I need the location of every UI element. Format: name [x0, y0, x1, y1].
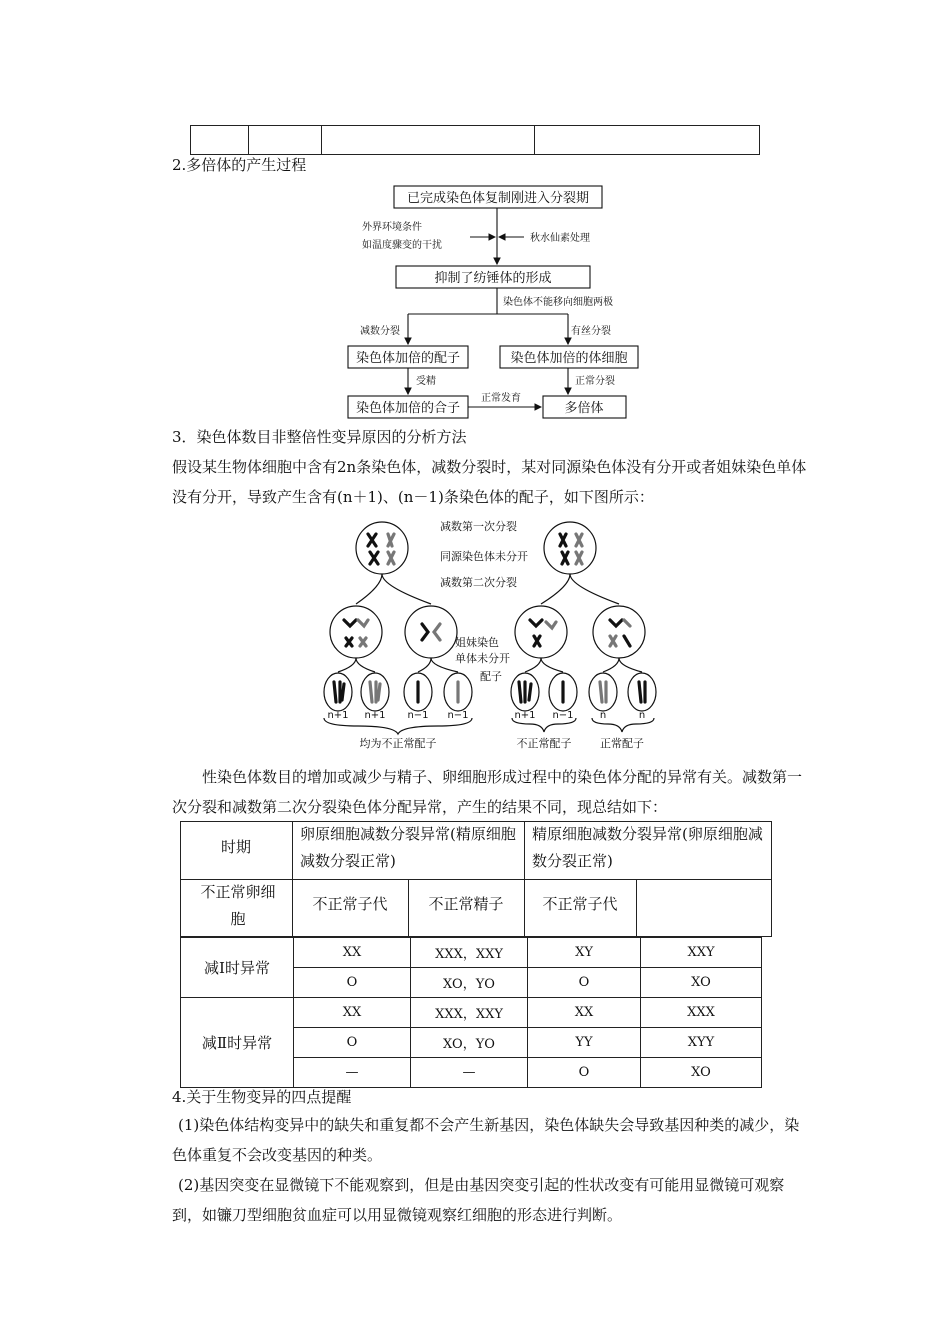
label-sister-1: 姐妹染色 [455, 636, 499, 649]
table-cell: O [528, 1058, 641, 1088]
table-cell: XXX，XXY [411, 998, 528, 1028]
sex-chromosome-paragraph: 性染色体数目的增加或减少与精子、卵细胞形成过程中的染色体分配的异常有关。减数第一次分裂和减数第二次分裂染色体分配异常，产生的结果不同，现总结如下： [172, 768, 803, 816]
gamete [628, 673, 656, 711]
table-cell: XX [294, 938, 411, 968]
meiosis-nondisjunction-diagram [318, 512, 668, 752]
parent-cell-right [544, 522, 596, 574]
section-4-title: 4.关于生物变异的四点提醒 [172, 1088, 352, 1106]
table-cell: XYY [641, 1028, 762, 1058]
table-cell: XY [528, 938, 641, 968]
table-cell: YY [528, 1028, 641, 1058]
table-cell: XXX，XXY [411, 938, 528, 968]
flow-normal-div-label: 正常分裂 [575, 376, 615, 387]
split-lines [603, 658, 642, 672]
group-label-2: 不正常配子 [516, 737, 572, 750]
gamete-count: n−1 [447, 710, 469, 721]
table-cell: O [294, 968, 411, 998]
table-cell: XO [641, 1058, 762, 1088]
reminder-paragraph-2: (2)基因突变在显微镜下不能观察到，但是由基因突变引起的性状改变有可能用显微镜可观察到，如镰刀型细胞贫血症可以用显微镜观察红细胞的形态进行判断。 [172, 1176, 785, 1224]
section-2-title: 2.多倍体的产生过程 [172, 156, 307, 174]
gamete-count: n [638, 710, 646, 721]
flow-fert-label: 受精 [416, 376, 436, 387]
split-lines [525, 658, 563, 672]
flow-left-cond-2: 如温度骤变的干扰 [362, 240, 442, 251]
flow-left-box-label: 染色体加倍的配子 [355, 351, 461, 366]
section-3-paragraph: 假设某生物体细胞中含有2n条染色体，减数分裂时，某对同源染色体没有分开或者姐妹染色单体没有分开，导致产生含有(n＋1)、(n－1)条染色体的配子，如下图所示： [172, 458, 807, 506]
summary-table [180, 821, 772, 1087]
header-oocyte-abnormal: 卵原细胞减数分裂异常(精原细胞减数分裂正常) [300, 825, 516, 870]
flow-right-branch-label: 有丝分裂 [571, 326, 611, 337]
table-cell: XX [528, 998, 641, 1028]
secondary-cell [515, 606, 567, 658]
table-cell: XXX [641, 998, 762, 1028]
flow-top-label: 已完成染色体复制刚进入分裂期 [406, 191, 590, 206]
table-cell: XO [641, 968, 762, 998]
flow-bottom-right-label: 多倍体 [564, 401, 604, 416]
reminder-paragraph-1: (1)染色体结构变异中的缺失和重复都不会产生新基因，染色体缺失会导致基因种类的减少，染色体重复不会改变基因的种类。 [172, 1116, 800, 1164]
gamete-count: n+1 [327, 710, 349, 721]
header-sperm-abnormal: 精原细胞减数分裂异常(卵原细胞减数分裂正常) [532, 825, 763, 870]
data-rows [180, 937, 762, 1088]
row-label-meiosis-1: 减Ⅰ时异常 [181, 938, 294, 998]
split-lines [418, 658, 458, 672]
table-cell: XO，YO [411, 1028, 528, 1058]
row-label-meiosis-2: 减Ⅱ时异常 [181, 998, 294, 1088]
gamete-count: n−1 [552, 710, 574, 721]
flow-left-branch-label: 减数分裂 [360, 326, 400, 337]
table-cell: O [528, 968, 641, 998]
label-sister-2: 单体未分开 [455, 652, 510, 665]
header-period: 时期 [220, 838, 251, 856]
table-cell: XX [294, 998, 411, 1028]
gamete [324, 673, 352, 711]
table-cell: XO，YO [411, 968, 528, 998]
table-cell: XXY [641, 938, 762, 968]
flow-right-cond: 秋水仙素处理 [530, 233, 590, 244]
group-label-3: 正常配子 [600, 737, 644, 750]
label-gamete: 配子 [480, 670, 502, 683]
section-3-title: 3．染色体数目非整倍性变异原因的分析方法 [172, 428, 467, 446]
flow-dev-label: 正常发育 [481, 393, 521, 404]
split-lines [356, 574, 431, 604]
table-fragment-cell [322, 126, 535, 155]
secondary-cell [593, 606, 645, 658]
flow-bottom-left-label: 染色体加倍的合子 [355, 401, 461, 416]
label-homologs-not-separated: 同源染色体未分开 [440, 550, 528, 563]
table-cell: — [411, 1058, 528, 1088]
secondary-cell [330, 606, 382, 658]
table-cell: O [294, 1028, 411, 1058]
gamete [589, 673, 617, 711]
flow-middle-note: 染色体不能移向细胞两极 [503, 297, 613, 308]
flow-left-cond-1: 外界环境条件 [362, 222, 422, 233]
secondary-cell [405, 606, 457, 658]
flow-middle-label: 抑制了纺锤体的形成 [434, 271, 552, 286]
header-abnormal-offspring-1: 不正常子代 [312, 895, 388, 913]
parent-cell-left [356, 522, 408, 574]
label-meiosis-1: 减数第一次分裂 [440, 520, 517, 533]
header-abnormal-sperm: 不正常精子 [428, 895, 504, 913]
table-fragment-cell [535, 126, 760, 155]
polyploid-flowchart [340, 182, 640, 422]
group-label-1: 均为不正常配子 [359, 737, 437, 750]
gamete-count: n [599, 710, 607, 721]
flow-right-box-label: 染色体加倍的体细胞 [510, 351, 628, 366]
label-meiosis-2: 减数第二次分裂 [440, 576, 517, 589]
header-abnormal-egg: 不正常卵细胞 [200, 883, 276, 928]
gamete-count: n+1 [364, 710, 386, 721]
header-abnormal-offspring-2: 不正常子代 [542, 895, 618, 913]
split-lines [338, 658, 375, 672]
table-cell: — [294, 1058, 411, 1088]
gamete-count: n−1 [407, 710, 429, 721]
gamete-count: n+1 [514, 710, 536, 721]
split-lines [541, 574, 619, 604]
